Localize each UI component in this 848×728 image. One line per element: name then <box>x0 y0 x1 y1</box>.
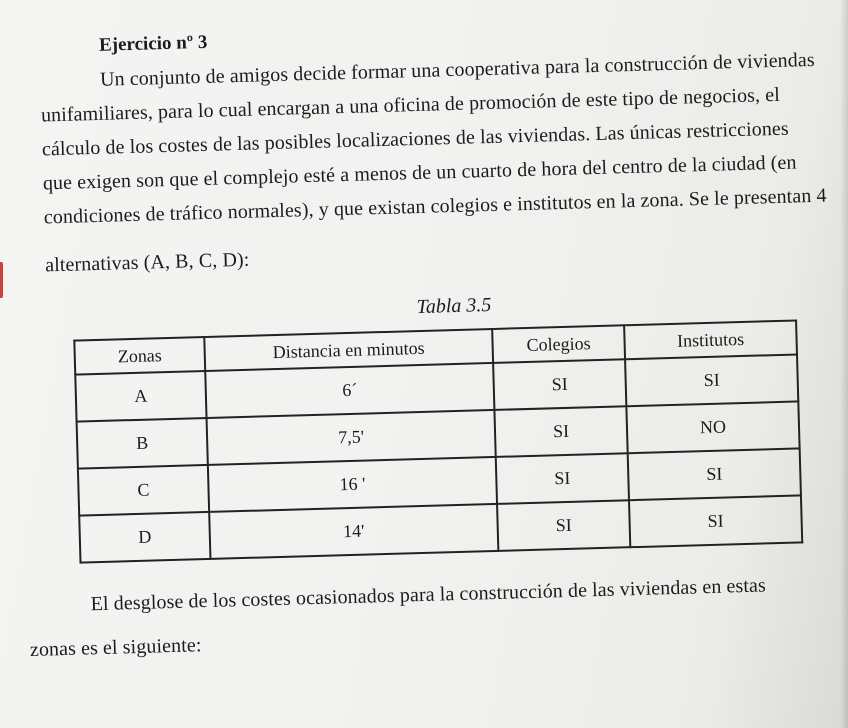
paragraph-line: que exigen son que el complejo esté a menos de un cuarto de hora del centro de la ciudad (en <box>42 151 797 195</box>
cell-colegios: SI <box>497 500 630 551</box>
cell-institutos: SI <box>628 448 801 500</box>
paragraph-line: cálculo de los costes de las posibles localizaciones de las viviendas. Las únicas restricciones <box>41 117 790 161</box>
paragraph-line: Un conjunto de amigos decide formar una cooperativa para la construcción de viviendas <box>99 48 815 91</box>
zones-table <box>73 319 803 563</box>
cell-colegios: SI <box>493 359 626 410</box>
header-colegios: Colegios <box>492 325 625 363</box>
header-distancia: Distancia en minutos <box>204 329 493 371</box>
header-institutos: Institutos <box>624 320 797 359</box>
paragraph-line: condiciones de tráfico normales), y que existan colegios e institutos en la zona. Se le presentan 4 <box>43 184 827 229</box>
cell-distancia: 6´ <box>205 363 494 418</box>
cell-zona: C <box>78 465 209 516</box>
table-caption: Tabla 3.5 <box>416 293 492 319</box>
cell-distancia: 7,5' <box>207 410 496 465</box>
cell-colegios: SI <box>496 453 629 504</box>
cell-zona: B <box>77 418 208 469</box>
cell-institutos: NO <box>626 401 799 453</box>
cell-distancia: 16 ' <box>208 457 497 512</box>
cell-distancia: 14' <box>209 504 498 559</box>
cell-zona: A <box>75 371 206 422</box>
cell-colegios: SI <box>494 406 627 457</box>
exercise-heading: Ejercicio nº 3 <box>98 31 208 56</box>
paragraph-line: zonas es el siguiente: <box>29 634 202 661</box>
paragraph-line: unifamiliares, para lo cual encargan a una oficina de promoción de este tipo de negocios, el <box>40 83 781 127</box>
cell-zona: D <box>79 512 210 563</box>
header-zonas: Zonas <box>74 337 205 375</box>
cell-institutos: SI <box>625 354 798 406</box>
paragraph-line: El desglose de los costes ocasionados para la construcción de las viviendas en estas <box>90 574 767 616</box>
cell-institutos: SI <box>629 495 802 547</box>
paragraph-line: alternativas (A, B, C, D): <box>44 248 250 277</box>
